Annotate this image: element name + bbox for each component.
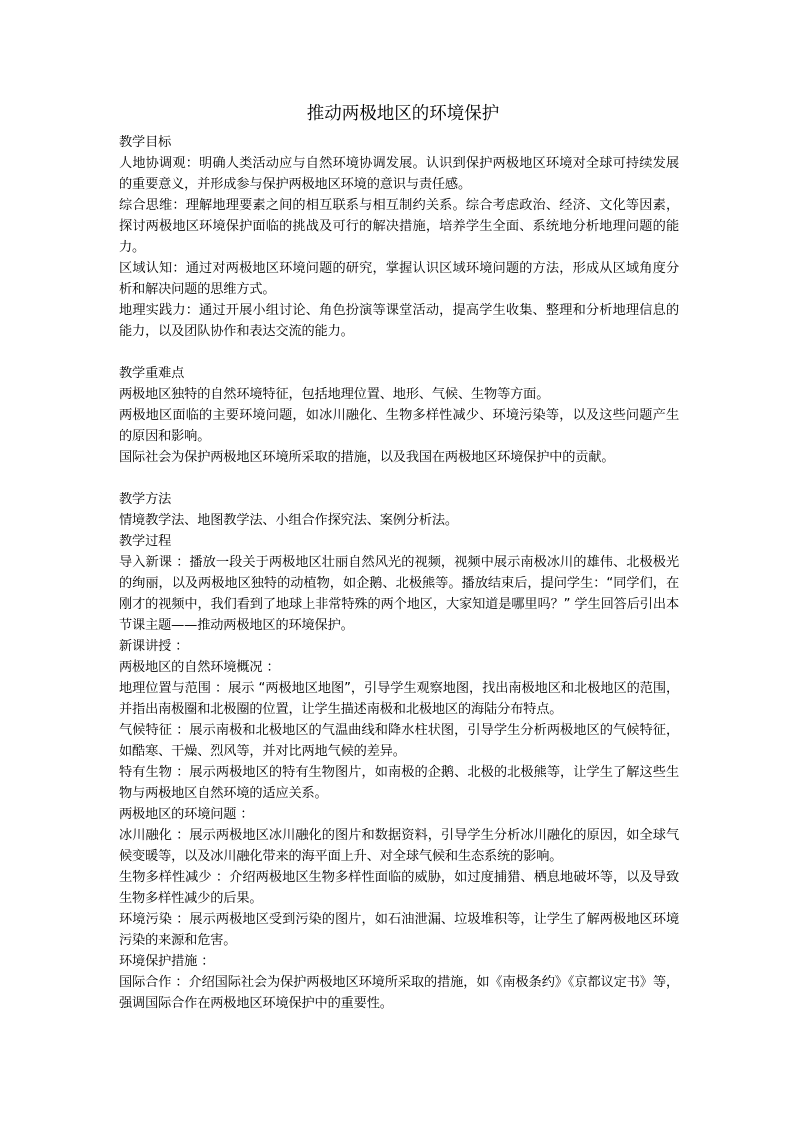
process-paragraph: 地理位置与范围 ：展示 “两极地区地图”，引导学生观察地图，找出南极地区和北极地区的范围，并指出南极圈和北极圈的位置，让学生描述南极和北极地区的海陆分布特点。 (119, 681, 679, 717)
objective-paragraph: 区域认知：通过对两极地区环境问题的研究，掌握认识区域环境问题的方法，形成从区域角度分析和解决问题的思维方式。 (119, 261, 679, 297)
process-paragraph: 导入新课 ：播放一段关于两极地区壮丽自然风光的视频，视频中展示南极冰川的雄伟、北极极光的绚丽，以及两极地区独特的动植物，如企鹅、北极熊等。播放结束后，提问学生：“同学们，在刚才的视频中，我们看到了地球上非常特殊的两个地区，大家知道是哪里吗？” 学生回答后引出本节课主题——推动两极地区的环境保护。 (119, 555, 679, 633)
key-point-paragraph: 两极地区独特的自然环境特征，包括地理位置、地形、气候、生物等方面。 (119, 387, 550, 402)
process-paragraph: 特有生物 ：展示两极地区的特有生物图片，如南极的企鹅、北极的北极熊等，让学生了解这些生物与两极地区自然环境的适应关系。 (119, 765, 679, 801)
process-paragraph: 两极地区的环境问题 ： (119, 807, 254, 822)
process-paragraph: 国际合作 ：介绍国际社会为保护两极地区环境所采取的措施，如《南极条约》《京都议定书》等，强调国际合作在两极地区环境保护中的重要性。 (119, 975, 679, 1011)
objective-paragraph: 地理实践力：通过开展小组讨论、角色扮演等课堂活动，提高学生收集、整理和分析地理信息的能力，以及团队协作和表达交流的能力。 (119, 303, 679, 339)
process-paragraph: 两极地区的自然环境概况 ： (119, 660, 280, 675)
key-point-paragraph: 两极地区面临的主要环境问题，如冰川融化、生物多样性减少、环境污染等，以及这些问题产生的原因和影响。 (119, 408, 679, 444)
process-paragraph: 生物多样性减少 ：介绍两极地区生物多样性面临的威胁，如过度捕猎、栖息地破坏等，以及导致生物多样性减少的后果。 (119, 870, 679, 906)
section-heading-process: 教学过程 (119, 534, 172, 549)
process-paragraph: 环境污染 ：展示两极地区受到污染的图片，如石油泄漏、垃圾堆积等，让学生了解两极地区环境污染的来源和危害。 (119, 912, 679, 948)
paragraph-spacer (119, 468, 679, 489)
key-point-paragraph: 国际社会为保护两极地区环境所采取的措施，以及我国在两极地区环境保护中的贡献。 (119, 450, 615, 465)
method-paragraph: 情境教学法、地图教学法、小组合作探究法、案例分析法。 (119, 513, 458, 528)
section-heading-objectives: 教学目标 (119, 135, 172, 150)
process-paragraph: 新课讲授 ： (119, 639, 189, 654)
process-paragraph: 冰川融化 ：展示两极地区冰川融化的图片和数据资料，引导学生分析冰川融化的原因，如全球气候变暖等，以及冰川融化带来的海平面上升、对全球气候和生态系统的影响。 (119, 828, 679, 864)
document-page (119, 102, 679, 1014)
process-paragraph: 环境保护措施 ： (119, 954, 215, 969)
paragraph-spacer (119, 342, 679, 363)
objective-paragraph: 人地协调观：明确人类活动应与自然环境协调发展。认识到保护两极地区环境对全球可持续发展的重要意义，并形成参与保护两极地区环境的意识与责任感。 (119, 156, 679, 192)
objective-paragraph: 综合思维：理解地理要素之间的相互联系与相互制约关系。综合考虑政治、经济、文化等因素，探讨两极地区环境保护面临的挑战及可行的解决措施，培养学生全面、系统地分析地理问题的能力。 (119, 198, 679, 255)
document-title: 推动两极地区的环境保护 (306, 104, 500, 124)
section-heading-key-points: 教学重难点 (119, 366, 185, 381)
section-heading-methods: 教学方法 (119, 492, 172, 507)
process-paragraph: 气候特征 ：展示南极和北极地区的气温曲线和降水柱状图，引导学生分析两极地区的气候特征，如酷寒、干燥、烈风等，并对比两地气候的差异。 (119, 723, 679, 759)
